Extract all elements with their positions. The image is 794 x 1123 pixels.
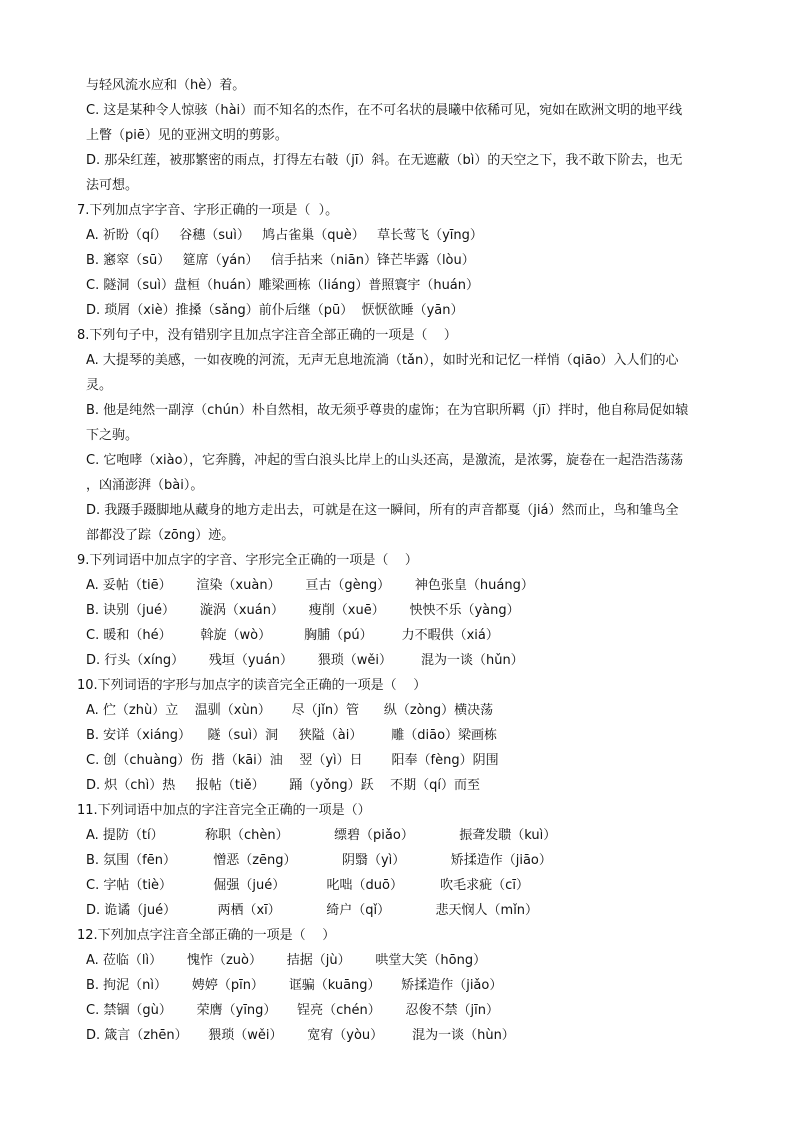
text-line: 与轻风流水应和（hè）着。 bbox=[86, 78, 246, 93]
question-8: 8.下列句子中，没有错别字且加点字注音全部正确的一项是（ ） bbox=[77, 328, 457, 343]
option-line: D. 诡谲（jué） 两栖（xī） 绮户（qǐ） 悲天悯人（mǐn） bbox=[86, 903, 539, 918]
option-line: A. 伫（zhù）立 温驯（xùn） 尽（jǐn）管 纵（zòng）横决荡 bbox=[86, 703, 494, 718]
text-line: 灵。 bbox=[86, 378, 113, 393]
option-line: A. 提防（tí） 称职（chèn） 缥碧（piǎo） 振聋发聩（kuì） bbox=[86, 828, 557, 843]
option-line: C. 隧洞（suì）盘桓（huán）雕梁画栋（liáng）普照寰宇（huán） bbox=[86, 278, 480, 293]
option-line: B. 氛围（fēn） 憎恶（zēng） 阴翳（yì） 矫揉造作（jiāo） bbox=[86, 853, 552, 868]
option-line: C. 禁锢（gù） 荣膺（yīng） 锃亮（chén） 忍俊不禁（jīn） bbox=[86, 1003, 499, 1018]
question-11: 11.下列词语中加点的字注音完全正确的一项是（） bbox=[77, 803, 371, 818]
option-line: C. 暖和（hé） 斡旋（wò） 胸脯（pú） 力不暇供（xiá） bbox=[86, 628, 499, 643]
question-7: 7.下列加点字字音、字形正确的一项是（ ）。 bbox=[77, 203, 339, 218]
option-line: D. 琐屑（xiè）推搡（sǎng）前仆后继（pū） 恹恹欲睡（yān） bbox=[86, 303, 464, 318]
option-line: D. 行头（xíng） 残垣（yuán） 猥琐（wěi） 混为一谈（hǔn） bbox=[86, 653, 524, 668]
option-line: C. 它咆哮（xiào），它奔腾，冲起的雪白浪头比岸上的山头还高，是激流，是浓雾，旋卷在一起浩浩荡荡 bbox=[86, 453, 684, 468]
option-line: B. 诀别（jué） 漩涡（xuán） 瘦削（xuē） 怏怏不乐（yàng） bbox=[86, 603, 520, 618]
option-line: A. 祈盼（qí） 谷穗（suì） 鸠占雀巢（què） 草长莺飞（yīng） bbox=[86, 228, 483, 243]
option-line: B. 安详（xiáng） 隧（suì）洞 狭隘（ài） 雕（diāo）梁画栋 bbox=[86, 728, 498, 743]
option-line: B. 拘泥（nì） 娉婷（pīn） 诓骗（kuāng） 矫揉造作（jiǎo） bbox=[86, 978, 503, 993]
option-line: A. 妥帖（tiē） 渲染（xuàn） 亘古（gèng） 神色张皇（huáng） bbox=[86, 578, 534, 593]
option-line: B. 窸窣（sū） 筵席（yán） 信手拈来（niān）锋芒毕露（lòu） bbox=[86, 253, 475, 268]
question-9: 9.下列词语中加点字的字音、字形完全正确的一项是（ ） bbox=[77, 553, 418, 568]
option-line: D. 箴言（zhēn） 猥琐（wěi） 宽宥（yòu） 混为一谈（hùn） bbox=[86, 1028, 515, 1043]
option-line: D. 那朵红莲，被那繁密的雨点，打得左右攲（jī）斜。在无遮蔽（bì）的天空之下，我不敢下阶去，也无 bbox=[86, 153, 683, 168]
option-line: C. 创（chuàng）伤 揩（kāi）油 翌（yì）日 阳奉（fèng）阴围 bbox=[86, 753, 499, 768]
text-line: ，凶涌澎湃（bài）。 bbox=[86, 478, 204, 493]
text-line: 法可想。 bbox=[86, 178, 139, 193]
text-line: 部都没了踪（zōng）迹。 bbox=[86, 528, 235, 543]
option-line: A. 大提琴的美感，一如夜晚的河流，无声无息地流淌（tǎn），如时光和记忆一样悄（qiāo）入人们的心 bbox=[86, 353, 679, 368]
question-12: 12.下列加点字注音全部正确的一项是（ ） bbox=[77, 928, 336, 943]
option-line: A. 莅临（lì） 愧怍（zuò） 拮据（jù） 哄堂大笑（hōng） bbox=[86, 953, 487, 968]
option-line: C. 字帖（tiè） 倔强（jué） 叱咄（duō） 吹毛求疵（cī） bbox=[86, 878, 529, 893]
question-10: 10.下列词语的字形与加点字的读音完全正确的一项是（ ） bbox=[77, 678, 427, 693]
option-line: B. 他是纯然一副淳（chún）朴自然相，故无须乎尊贵的虚饰；在为官职所羁（jī）拌时，他自称局促如辕 bbox=[86, 403, 689, 418]
option-line: C. 这是某种令人惊骇（hài）而不知名的杰作，在不可名状的晨曦中依稀可见，宛如在欧洲文明的地平线 bbox=[86, 103, 683, 118]
option-line: D. 我蹑手蹑脚地从藏身的地方走出去，可就是在这一瞬间，所有的声音都戛（jiá）然而止，鸟和雏鸟全 bbox=[86, 503, 679, 518]
option-line: D. 炽（chì）热 报帖（tiě） 踊（yǒng）跃 不期（qí）而至 bbox=[86, 778, 480, 793]
text-line: 下之驹。 bbox=[86, 428, 139, 443]
text-line: 上瞥（piē）见的亚洲文明的剪影。 bbox=[86, 128, 288, 143]
